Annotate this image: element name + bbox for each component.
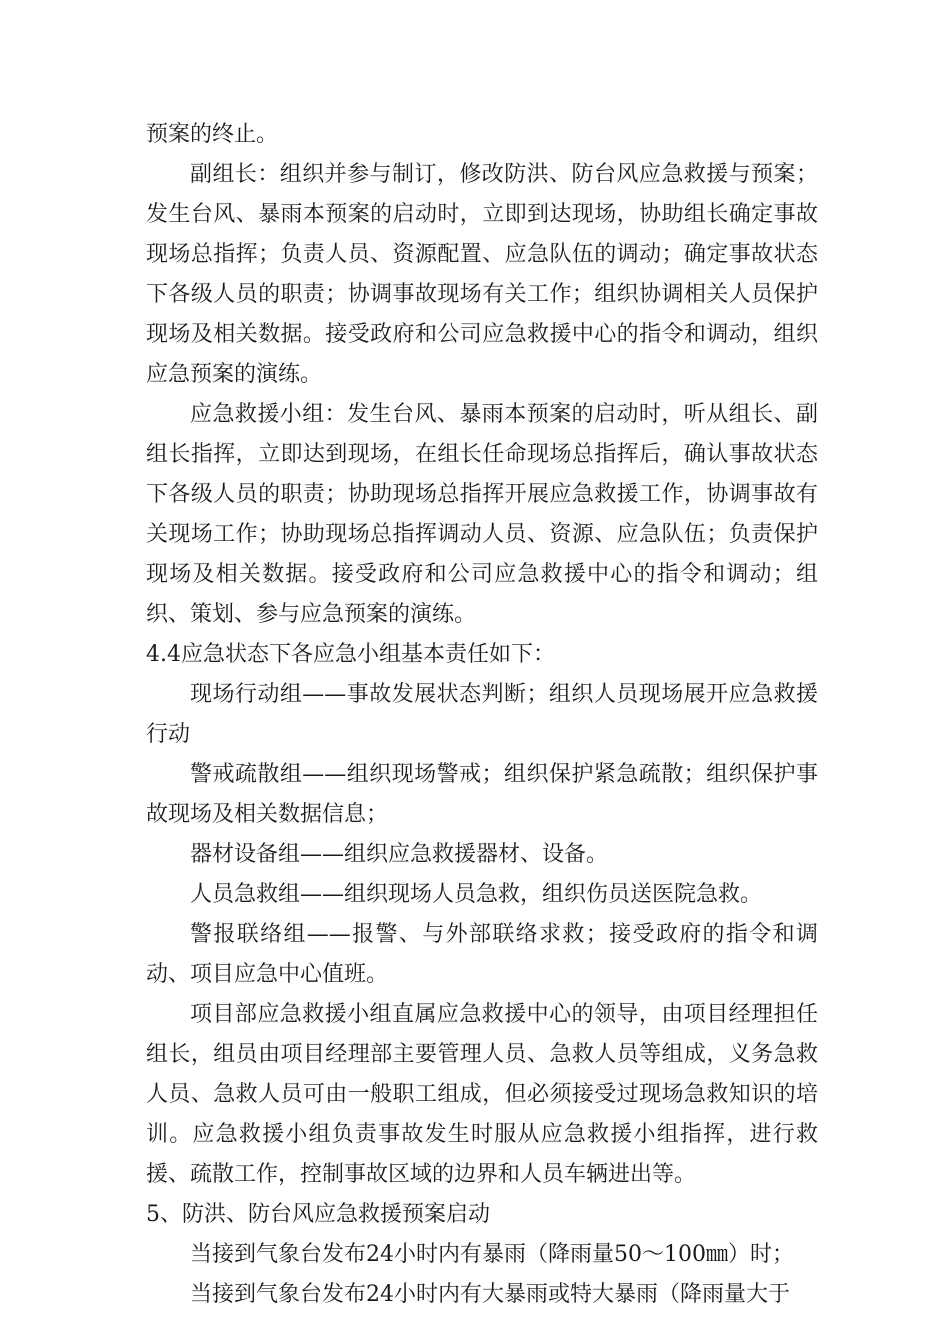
- paragraph-equipment-group: 器材设备组——组织应急救援器材、设备。: [190, 842, 609, 867]
- section-heading-5: 5、防洪、防台风应急救援预案启动: [146, 1202, 490, 1227]
- paragraph-field-action-group: 现场行动组——事故发展状态判断；组织人员现场展开应急救援行动: [146, 682, 818, 747]
- document-page: [146, 115, 818, 1315]
- paragraph-deputy-leader: 副组长：组织并参与制订，修改防洪、防台风应急救援与预案；发生台风、暴雨本预案的启动时，立即到达现场，协助组长确定事故现场总指挥；负责人员、资源配置、应急队伍的调动；确定事故状态下各级人员的职责；协调事故现场有关工作；组织协调相关人员保护现场及相关数据。接受政府和公司应急救援中心的指令和调动，组织应急预案的演练。: [146, 162, 818, 387]
- section-heading-4-4: 4.4应急状态下各应急小组基本责任如下：: [146, 642, 555, 667]
- paragraph-rescue-team: 应急救援小组：发生台风、暴雨本预案的启动时，听从组长、副组长指挥，立即达到现场，在组长任命现场总指挥后，确认事故状态下各级人员的职责；协助现场总指挥开展应急救援工作，协调事故有关现场工作；协助现场总指挥调动人员、资源、应急队伍；负责保护现场及相关数据。接受政府和公司应急救援中心的指令和调动；组织、策划、参与应急预案的演练。: [146, 402, 818, 627]
- paragraph-alarm-liaison-group: 警报联络组——报警、与外部联络求救；接受政府的指令和调动、项目应急中心值班。: [146, 922, 818, 987]
- paragraph-rainstorm-warning: 当接到气象台发布24小时内有暴雨（降雨量50～100㎜）时；: [190, 1242, 794, 1267]
- paragraph-project-rescue-team: 项目部应急救援小组直属应急救援中心的领导，由项目经理担任组长，组员由项目经理部主要管理人员、急救人员等组成，义务急救人员、急救人员可由一般职工组成，但必须接受过现场急救知识的培训。应急救援小组负责事故发生时服从应急救援小组指挥，进行救援、疏散工作，控制事故区域的边界和人员车辆进出等。: [146, 1002, 818, 1187]
- paragraph-plan-termination: 预案的终止。: [146, 122, 279, 147]
- paragraph-heavy-rainstorm-warning: 当接到气象台发布24小时内有大暴雨或特大暴雨（降雨量大于: [190, 1282, 790, 1307]
- paragraph-first-aid-group: 人员急救组——组织现场人员急救，组织伤员送医院急救。: [190, 882, 763, 907]
- paragraph-evacuation-group: 警戒疏散组——组织现场警戒；组织保护紧急疏散；组织保护事故现场及相关数据信息；: [146, 762, 818, 827]
